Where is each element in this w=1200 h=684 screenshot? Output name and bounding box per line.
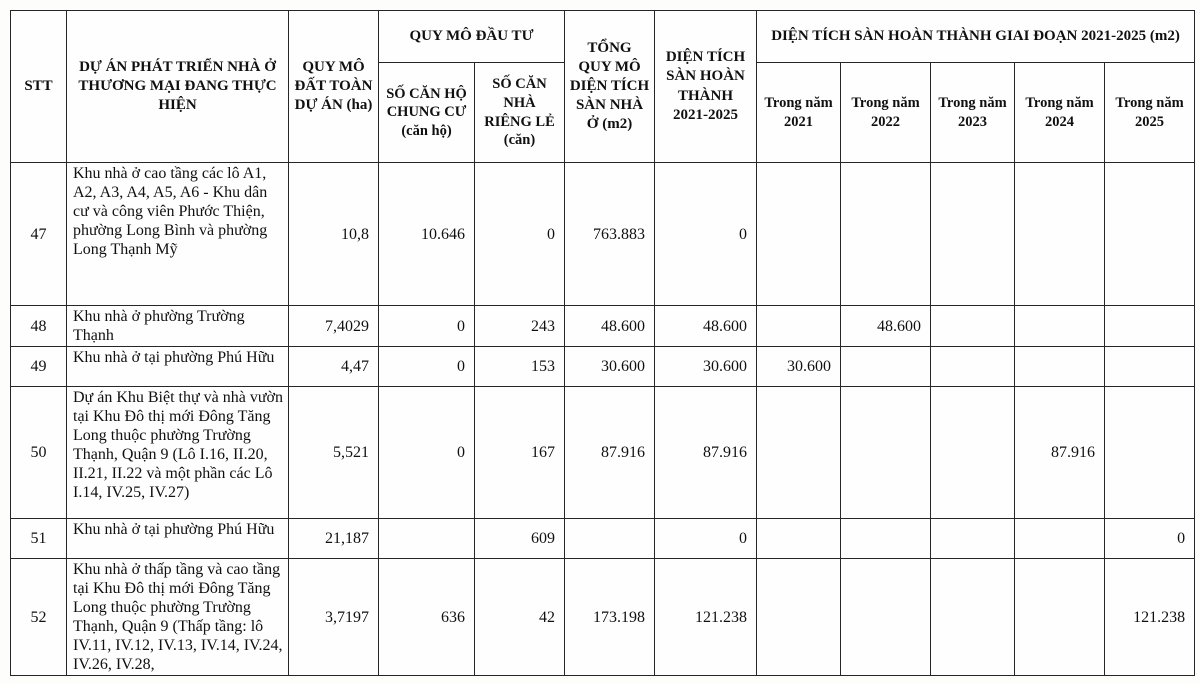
cell-completed-floor-area: 87.916 (655, 387, 757, 519)
cell-stt: 48 (11, 306, 67, 347)
cell-year-2025: 0 (1105, 519, 1195, 559)
cell-year-2021 (757, 519, 841, 559)
table-row (11, 559, 1195, 676)
cell-completed-floor-area: 0 (655, 163, 757, 306)
table-row (11, 306, 1195, 347)
cell-stt: 50 (11, 387, 67, 519)
cell-project-name: Khu nhà ở phường Trường Thạnh (67, 306, 289, 347)
header-row-groups (11, 11, 1195, 63)
cell-land-area: 10,8 (289, 163, 379, 306)
cell-completed-floor-area: 48.600 (655, 306, 757, 347)
cell-total-floor-area: 173.198 (565, 559, 655, 676)
cell-project-name: Dự án Khu Biệt thự và nhà vườn tại Khu Đô thị mới Đông Tăng Long thuộc phường Trường Thạnh, Quận 9 (Lô I.16, II.20, II.21, II.22 và một phần các Lô I.14, IV.25, IV.27) (67, 387, 289, 519)
table-row (11, 163, 1195, 306)
table-body (11, 163, 1195, 676)
table-row (11, 519, 1195, 559)
col-header-completed-floor-area: DIỆN TÍCH SÀN HOÀN THÀNH 2021-2025 (655, 11, 757, 163)
cell-apartments: 0 (379, 306, 475, 347)
col-header-project: DỰ ÁN PHÁT TRIỂN NHÀ Ở THƯƠNG MẠI ĐANG THỰC HIỆN (67, 11, 289, 163)
cell-land-area: 4,47 (289, 347, 379, 387)
cell-individual-houses: 0 (475, 163, 565, 306)
cell-year-2024 (1015, 163, 1105, 306)
cell-total-floor-area: 763.883 (565, 163, 655, 306)
cell-year-2021: 30.600 (757, 347, 841, 387)
cell-year-2023 (931, 306, 1015, 347)
cell-stt: 52 (11, 559, 67, 676)
cell-year-2025 (1105, 163, 1195, 306)
cell-apartments: 0 (379, 347, 475, 387)
col-header-stt: STT (11, 11, 67, 163)
table-row (11, 387, 1195, 519)
col-header-year-2023: Trong năm 2023 (931, 63, 1015, 163)
cell-stt: 51 (11, 519, 67, 559)
cell-year-2025: 121.238 (1105, 559, 1195, 676)
cell-year-2024 (1015, 347, 1105, 387)
cell-land-area: 21,187 (289, 519, 379, 559)
cell-apartments: 636 (379, 559, 475, 676)
cell-individual-houses: 153 (475, 347, 565, 387)
cell-individual-houses: 609 (475, 519, 565, 559)
cell-land-area: 5,521 (289, 387, 379, 519)
cell-stt: 49 (11, 347, 67, 387)
cell-year-2022 (841, 347, 931, 387)
cell-year-2021 (757, 163, 841, 306)
col-header-land-area: QUY MÔ ĐẤT TOÀN DỰ ÁN (ha) (289, 11, 379, 163)
cell-year-2022: 48.600 (841, 306, 931, 347)
col-header-year-2021: Trong năm 2021 (757, 63, 841, 163)
cell-year-2023 (931, 519, 1015, 559)
cell-land-area: 7,4029 (289, 306, 379, 347)
cell-total-floor-area: 48.600 (565, 306, 655, 347)
cell-total-floor-area: 30.600 (565, 347, 655, 387)
table-row (11, 347, 1195, 387)
cell-project-name: Khu nhà ở thấp tầng và cao tầng tại Khu Đô thị mới Đông Tăng Long thuộc phường Trường Thạnh, Quận 9 (Thấp tầng: lô IV.11, IV.12, IV.13, IV.14, IV.24, IV.26, IV.28, (67, 559, 289, 676)
col-header-completed-period-group: DIỆN TÍCH SÀN HOÀN THÀNH GIAI ĐOẠN 2021-2025 (m2) (757, 11, 1195, 63)
cell-year-2024: 87.916 (1015, 387, 1105, 519)
cell-year-2021 (757, 559, 841, 676)
cell-year-2023 (931, 347, 1015, 387)
cell-year-2022 (841, 519, 931, 559)
cell-year-2025 (1105, 387, 1195, 519)
cell-year-2022 (841, 163, 931, 306)
cell-project-name: Khu nhà ở tại phường Phú Hữu (67, 347, 289, 387)
cell-apartments: 10.646 (379, 163, 475, 306)
cell-apartments (379, 519, 475, 559)
cell-year-2024 (1015, 519, 1105, 559)
col-header-total-floor-area: TỔNG QUY MÔ DIỆN TÍCH SÀN NHÀ Ở (m2) (565, 11, 655, 163)
col-header-apartments: SỐ CĂN HỘ CHUNG CƯ (căn hộ) (379, 63, 475, 163)
cell-individual-houses: 243 (475, 306, 565, 347)
cell-year-2025 (1105, 347, 1195, 387)
col-header-investment-group: QUY MÔ ĐẦU TƯ (379, 11, 565, 63)
cell-year-2023 (931, 163, 1015, 306)
projects-table (10, 10, 1195, 676)
cell-individual-houses: 42 (475, 559, 565, 676)
cell-year-2023 (931, 559, 1015, 676)
cell-year-2021 (757, 387, 841, 519)
cell-apartments: 0 (379, 387, 475, 519)
cell-completed-floor-area: 0 (655, 519, 757, 559)
cell-year-2022 (841, 387, 931, 519)
cell-project-name: Khu nhà ở tại phường Phú Hữu (67, 519, 289, 559)
col-header-year-2022: Trong năm 2022 (841, 63, 931, 163)
cell-year-2023 (931, 387, 1015, 519)
cell-total-floor-area (565, 519, 655, 559)
cell-stt: 47 (11, 163, 67, 306)
cell-year-2021 (757, 306, 841, 347)
cell-individual-houses: 167 (475, 387, 565, 519)
cell-year-2024 (1015, 559, 1105, 676)
cell-year-2024 (1015, 306, 1105, 347)
cell-year-2022 (841, 559, 931, 676)
col-header-individual-houses: SỐ CĂN NHÀ RIÊNG LẺ (căn) (475, 63, 565, 163)
col-header-year-2025: Trong năm 2025 (1105, 63, 1195, 163)
cell-land-area: 3,7197 (289, 559, 379, 676)
cell-year-2025 (1105, 306, 1195, 347)
cell-total-floor-area: 87.916 (565, 387, 655, 519)
cell-project-name: Khu nhà ở cao tầng các lô A1, A2, A3, A4, A5, A6 - Khu dân cư và công viên Phước Thiện, phường Long Bình và phường Long Thạnh Mỹ (67, 163, 289, 306)
cell-completed-floor-area: 121.238 (655, 559, 757, 676)
col-header-year-2024: Trong năm 2024 (1015, 63, 1105, 163)
cell-completed-floor-area: 30.600 (655, 347, 757, 387)
